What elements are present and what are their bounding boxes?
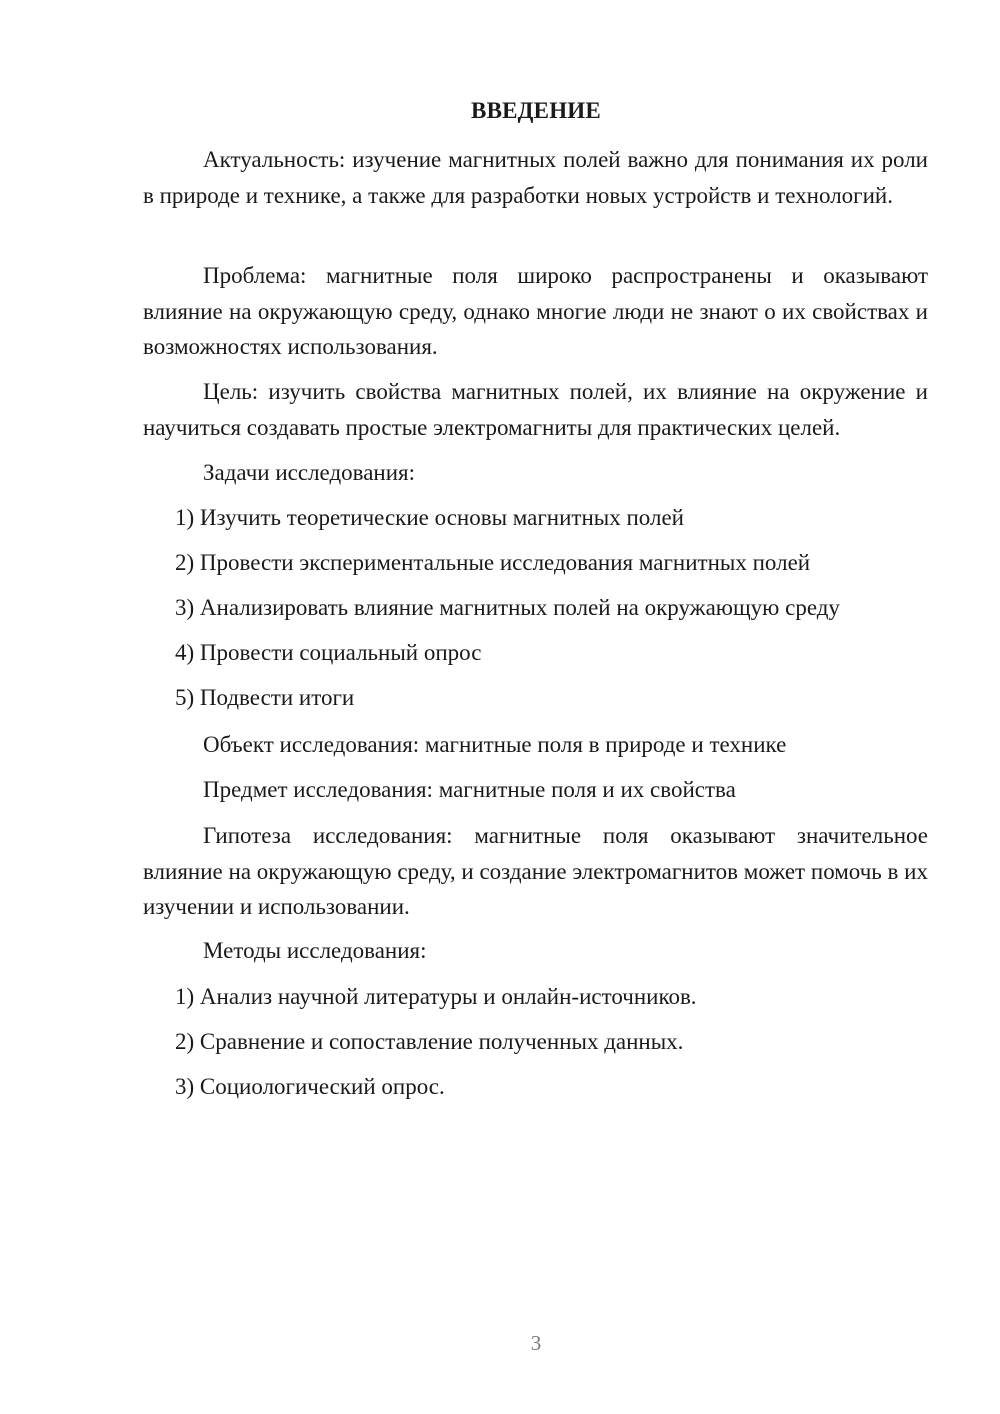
- hypothesis-block: [143, 818, 928, 925]
- list-item: 1) Изучить теоретические основы магнитных полей: [175, 505, 684, 530]
- tasks-list-item-1: [143, 500, 928, 536]
- tasks-list-item-4: [143, 635, 928, 671]
- methods-title-block: [143, 933, 928, 969]
- goal-block: [143, 374, 928, 445]
- tasks-title-block: [143, 455, 928, 491]
- problem-block: [143, 258, 928, 365]
- methods-list-item-1: [143, 979, 928, 1015]
- list-item: 2) Провести экспериментальные исследования магнитных полей: [175, 550, 811, 575]
- methods-title: Методы исследования:: [203, 938, 427, 963]
- tasks-title: Задачи исследования:: [203, 460, 416, 485]
- tasks-list-item-5: [143, 680, 928, 716]
- methods-list-item-3: [143, 1069, 928, 1105]
- subject-block: [143, 772, 928, 808]
- list-item: 5) Подвести итоги: [175, 685, 355, 710]
- list-item: 2) Сравнение и сопоставление полученных данных.: [175, 1029, 684, 1054]
- relevance-block: [143, 142, 928, 213]
- page-number: 3: [530, 1331, 542, 1355]
- object-block: [143, 727, 928, 763]
- hypothesis-paragraph: Гипотеза исследования: магнитные поля оказывают значительное влияние на окружающую среду, и создание электромагнитов может помочь в их изучении и использовании.: [143, 823, 928, 919]
- tasks-list-item-3: [143, 590, 928, 626]
- tasks-list-item-2: [143, 545, 928, 581]
- problem-paragraph: Проблема: магнитные поля широко распространены и оказывают влияние на окружающую среду, однако многие люди не знают о их свойствах и возможностях использования.: [143, 263, 928, 359]
- goal-paragraph: Цель: изучить свойства магнитных полей, их влияние на окружение и научиться создавать простые электромагниты для практических целей.: [143, 379, 928, 440]
- list-item: 4) Провести социальный опрос: [175, 640, 482, 665]
- relevance-paragraph: Актуальность: изучение магнитных полей важно для понимания их роли в природе и технике, а также для разработки новых устройств и технологий.: [143, 147, 928, 208]
- subject-line: Предмет исследования: магнитные поля и их свойства: [203, 777, 736, 802]
- list-item: 3) Социологический опрос.: [175, 1074, 445, 1099]
- list-item: 1) Анализ научной литературы и онлайн-источников.: [175, 984, 697, 1009]
- methods-list-item-2: [143, 1024, 928, 1060]
- object-line: Объект исследования: магнитные поля в природе и технике: [203, 732, 787, 757]
- page-heading: ВВЕДЕНИЕ: [471, 98, 601, 123]
- list-item: 3) Анализировать влияние магнитных полей на окружающую среду: [175, 595, 840, 620]
